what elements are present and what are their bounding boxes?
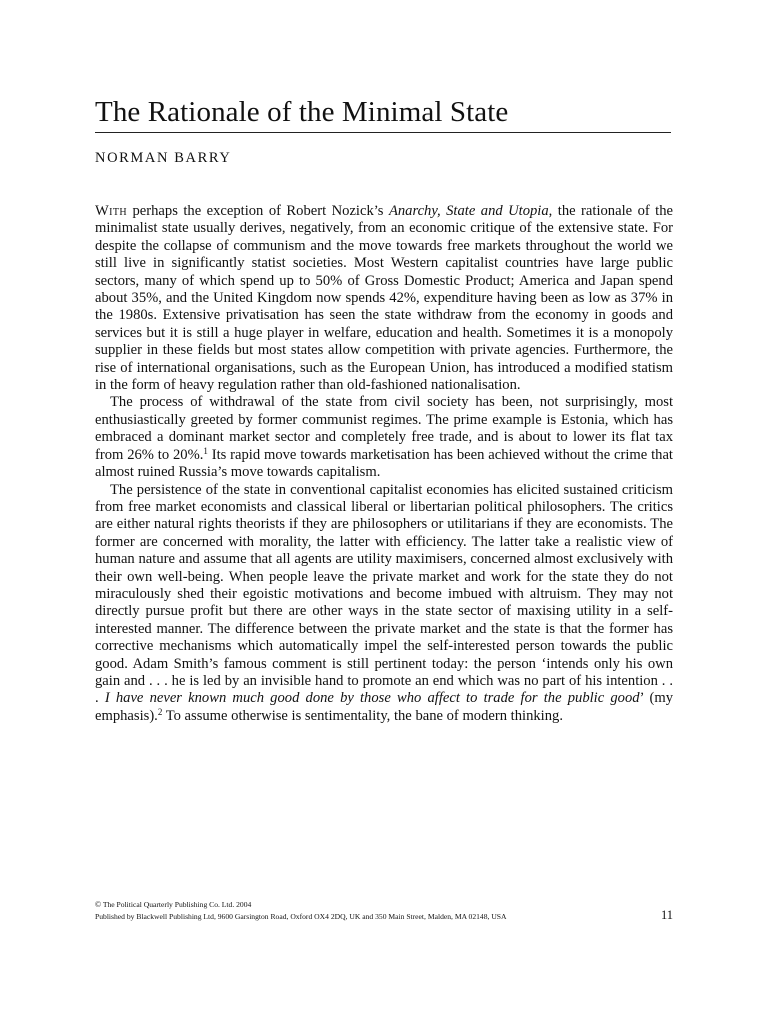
article-author: NORMAN BARRY <box>95 150 232 166</box>
paragraph-3 <box>95 482 673 726</box>
footnote-ref-1: 1 <box>203 445 208 456</box>
footnote-ref-2: 2 <box>157 706 163 717</box>
copyright-icon: © <box>95 900 102 909</box>
article-title: The Rationale of the Minimal State <box>95 96 509 128</box>
paragraph-3-text-b: ’ (my emphasis). <box>95 690 674 724</box>
paragraph-1 <box>95 203 673 394</box>
paragraph-2-text-a: The process of withdrawal of the state from civil society has been, not surprisingly, most enthusiastically greeted by former communist regimes. The prime example is Estonia, which has embraced a dominant market sector and completely free trade, and is about to lower its flat tax from 26% to 20%. <box>95 394 673 463</box>
paragraph-1-opening-word: With <box>95 203 128 219</box>
paragraph-1-text-b: , the rationale of the minimalist state usually derives, negatively, from an economic critique of the extensive state. For despite the collapse of communism and the move towards free markets throughout the world we still live in significantly statist societies. Most Western capitalist countries have large public sectors, many of which spend up to 50% of Gross Domestic Product; America and Japan spend about 35%, and the United Kingdom now spends 42%, expenditure having been as low as 37% in the 1980s. Extensive privatisation has seen the state withdraw from the economy in goods and services but it is still a huge player in welfare, education and health. Sometimes it is a monopoly supplier in these fields but most states allow competition with private agencies. Furthermore, the rise of international organisations, such as the European Union, has introduced a modified statism in the form of heavy regulation rather than old-fashioned nationalisation. <box>95 203 674 394</box>
publisher-line: Published by Blackwell Publishing Ltd, 9600 Garsington Road, Oxford OX4 2DQ, UK and 350 Main Street, Malden, MA 02148, USA <box>95 912 507 921</box>
article-body <box>95 203 673 725</box>
paragraph-1-book-title: Anarchy, State and Utopia <box>388 203 549 219</box>
paragraph-3-text-c: To assume otherwise is sentimentality, the bane of modern thinking. <box>162 707 563 724</box>
publisher-row <box>95 910 673 922</box>
paragraph-2 <box>95 394 673 481</box>
paragraph-3-text-a: The persistence of the state in conventional capitalist economies has elicited sustained criticism from free market economists and classical liberal or libertarian political philosophers. The critics are either natural rights theorists if they are philosophers or utilitarians if they are economists. The former are concerned with morality, the latter with efficiency. The latter take a realistic view of human nature and assume that all agents are utility maximisers, concerned almost exclusively with their own well-being. When people leave the private market and work for the state they do not miraculously shed their egoistic motivations and become imbued with altruism. They may not directly pursue profit but there are other ways in the state sector of maxising utility in a self-interested manner. The difference between the private market and the state is that the former has corrective mechanisms which automatically impel the self-interested person towards the public good. Adam Smith’s famous comment is still pertinent today: the person ‘intends only his own gain and . . . he is led by an invisible hand to promote an end which was no part of his intention . . . <box>95 481 673 707</box>
page-number: 11 <box>660 908 673 922</box>
copyright-text: The Political Quarterly Publishing Co. Ltd. 2004 <box>101 900 252 909</box>
article-page <box>95 0 673 1024</box>
title-rule <box>95 132 671 133</box>
page-footer <box>95 900 673 922</box>
copyright-line <box>95 900 673 910</box>
paragraph-3-emphasis: I have never known much good done by those who affect to trade for the public good <box>104 690 640 707</box>
paragraph-2-text-b: Its rapid move towards marketisation has been achieved without the crime that almost ruined Russia’s move towards capitalism. <box>95 446 673 481</box>
paragraph-1-text-a: perhaps the exception of Robert Nozick’s <box>127 203 389 219</box>
